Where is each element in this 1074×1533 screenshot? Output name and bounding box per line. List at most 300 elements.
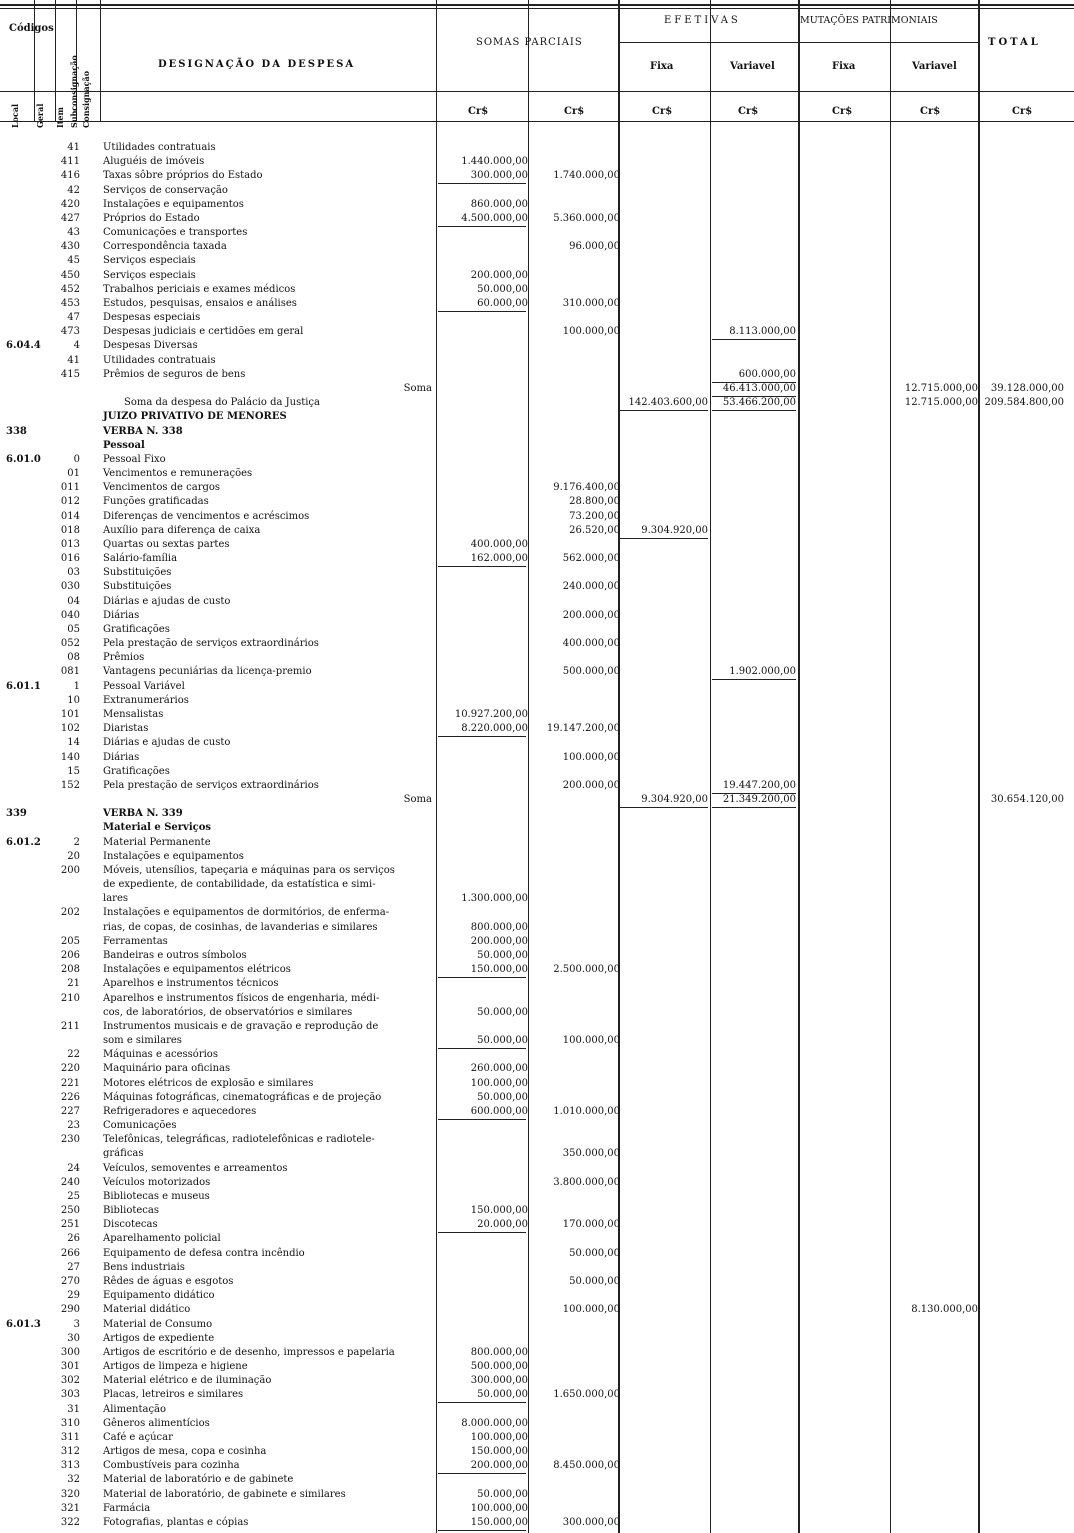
efetiva-variavel-value: 600.000,00 [738, 369, 796, 380]
expense-description: Serviços especiais [103, 255, 196, 266]
partial-sum-2: 26.520,00 [569, 525, 620, 536]
row-item-code: 23 [67, 1120, 80, 1131]
row-item-code: 2 [73, 837, 80, 848]
expense-description: Artigos de escritório e de desenho, impressos e papelaria [103, 1347, 395, 1358]
expense-description: Prêmios [103, 652, 145, 663]
row-item-code: 014 [60, 511, 80, 522]
sum-rule [438, 566, 526, 567]
row-item-code: 300 [60, 1347, 80, 1358]
sum-rule [438, 1473, 526, 1474]
partial-sum-1: 1.300.000,00 [461, 893, 528, 904]
currency-label: Cr$ [832, 106, 853, 117]
partial-sum-1: 200.000,00 [470, 936, 528, 947]
row-item-code: 210 [60, 993, 80, 1004]
header-mutacoes: MUTAÇÕES PATRIMONIAIS [800, 15, 938, 26]
header-efetivas: EFETIVAS [664, 15, 741, 26]
row-item-code: 47 [67, 312, 80, 323]
expense-description: Refrigeradores e aquecedores [103, 1106, 257, 1117]
partial-sum-1: 50.000,00 [477, 284, 528, 295]
header-somas-parciais: SOMAS PARCIAIS [476, 37, 583, 48]
header-item: Item [55, 107, 65, 128]
row-item-code: 41 [67, 142, 80, 153]
expense-description: Bens industriais [103, 1262, 185, 1273]
expense-description: Serviços de conservação [103, 185, 228, 196]
sum-rule [712, 807, 796, 808]
expense-description: Funções gratificadas [103, 496, 209, 507]
row-item-code: 230 [60, 1134, 80, 1145]
expense-description: Correspondência taxada [103, 241, 227, 252]
row-item-code: 227 [60, 1106, 80, 1117]
sum-rule [438, 1119, 526, 1120]
expense-description: Estudos, pesquisas, ensaios e análises [103, 298, 297, 309]
partial-sum-1: 50.000,00 [477, 1092, 528, 1103]
expense-description: Maquinário para oficinas [103, 1063, 231, 1074]
row-local-code: 339 [6, 808, 27, 819]
expense-description: Diárias e ajudas de custo [103, 596, 231, 607]
sum-rule [438, 1530, 526, 1531]
subtotal-label: Soma [403, 794, 432, 805]
expense-description: Aparelhos e instrumentos técnicos [103, 978, 279, 989]
row-item-code: 102 [60, 723, 80, 734]
row-item-code: 312 [60, 1446, 80, 1457]
row-item-code: 04 [67, 596, 80, 607]
expense-description: Mensalistas [103, 709, 164, 720]
total-value: 39.128.000,00 [990, 383, 1064, 394]
expense-description: Motores elétricos de explosão e similares [103, 1078, 314, 1089]
efetiva-fixa-value: 142.403.600,00 [628, 397, 708, 408]
currency-label: Cr$ [652, 106, 673, 117]
partial-sum-1: 100.000,00 [470, 1078, 528, 1089]
partial-sum-1: 800.000,00 [470, 1347, 528, 1358]
partial-sum-1: 260.000,00 [470, 1063, 528, 1074]
expense-description: Instrumentos musicais e de gravação e reprodução de [103, 1021, 379, 1032]
row-item-code: 427 [60, 213, 80, 224]
expense-description: Café e açúcar [103, 1432, 173, 1443]
expense-description: Artigos de mesa, copa e cosinha [103, 1446, 267, 1457]
expense-description: Substituições [103, 567, 172, 578]
expense-description: Material didático [103, 1304, 191, 1315]
efetiva-variavel-value: 53.466.200,00 [722, 397, 796, 408]
row-item-code: 030 [60, 581, 80, 592]
partial-sum-1: 50.000,00 [477, 950, 528, 961]
row-local-code: 6.01.3 [6, 1319, 41, 1330]
row-item-code: 303 [60, 1389, 80, 1400]
expense-description: Bibliotecas e museus [103, 1191, 210, 1202]
expense-description: Discotecas [103, 1219, 158, 1230]
expense-description: de expediente, de contabilidade, da estatística e simi- [103, 879, 376, 890]
expense-description: gráficas [103, 1148, 144, 1159]
expense-description: Vencimentos e remunerações [103, 468, 253, 479]
expense-description: VERBA N. 338 [103, 426, 183, 437]
expense-description: Diárias [103, 610, 140, 621]
expense-description: Auxílio para diferença de caixa [103, 525, 261, 536]
efetiva-variavel-value: 21.349.200,00 [722, 794, 796, 805]
row-item-code: 266 [60, 1248, 80, 1259]
row-item-code: 206 [60, 950, 80, 961]
expense-description: Aparelhamento policial [103, 1233, 221, 1244]
partial-sum-1: 800.000,00 [470, 922, 528, 933]
row-local-code: 338 [6, 426, 27, 437]
expense-description: Instalações e equipamentos [103, 851, 244, 862]
partial-sum-2: 73.200,00 [569, 511, 620, 522]
row-item-code: 240 [60, 1177, 80, 1188]
expense-description: Rêdes de águas e esgotos [103, 1276, 234, 1287]
subtotal-label: Soma da despesa do Palácio da Justiça [124, 397, 320, 408]
sum-rule [620, 410, 708, 411]
row-item-code: 41 [67, 355, 80, 366]
sum-rule [712, 339, 796, 340]
expense-description: Artigos de limpeza e higiene [103, 1361, 248, 1372]
partial-sum-1: 100.000,00 [470, 1432, 528, 1443]
row-item-code: 450 [60, 270, 80, 281]
row-item-code: 012 [60, 496, 80, 507]
row-local-code: 6.01.1 [6, 681, 41, 692]
row-item-code: 416 [60, 170, 80, 181]
sum-rule [438, 311, 526, 312]
sum-rule [438, 736, 526, 737]
sum-rule [438, 183, 526, 184]
expense-description: Despesas especiais [103, 312, 201, 323]
partial-sum-2: 300.000,00 [562, 1517, 620, 1528]
row-item-code: 25 [67, 1191, 80, 1202]
row-item-code: 452 [60, 284, 80, 295]
partial-sum-1: 20.000,00 [477, 1219, 528, 1230]
expense-description: Fotografias, plantas e cópias [103, 1517, 249, 1528]
partial-sum-1: 4.500.000,00 [461, 213, 528, 224]
partial-sum-2: 500.000,00 [562, 666, 620, 677]
partial-sum-1: 300.000,00 [470, 1375, 528, 1386]
sum-rule [620, 538, 708, 539]
row-item-code: 202 [60, 907, 80, 918]
expense-description: Gratificações [103, 766, 170, 777]
expense-description: Diferenças de vencimentos e acréscimos [103, 511, 310, 522]
expense-description: Telefônicas, telegráficas, radiotelefônicas e radiotele- [103, 1134, 375, 1145]
row-item-code: 08 [67, 652, 80, 663]
expense-description: Instalações e equipamentos elétricos [103, 964, 291, 975]
expense-description: Extranumerários [103, 695, 189, 706]
row-item-code: 0 [73, 454, 80, 465]
sum-rule [438, 1402, 526, 1403]
expense-description: Material de Consumo [103, 1319, 213, 1330]
expense-description: Máquinas fotográficas, cinematográficas e de projeção [103, 1092, 382, 1103]
partial-sum-2: 100.000,00 [562, 1035, 620, 1046]
row-item-code: 208 [60, 964, 80, 975]
partial-sum-2: 8.450.000,00 [553, 1460, 620, 1471]
partial-sum-1: 150.000,00 [470, 1517, 528, 1528]
row-item-code: 081 [60, 666, 80, 677]
expense-description: Pessoal [103, 440, 145, 451]
header-subconsignacao: Subconsignação [69, 55, 79, 128]
efetiva-fixa-value: 9.304.920,00 [641, 525, 708, 536]
partial-sum-1: 50.000,00 [477, 1035, 528, 1046]
partial-sum-2: 562.000,00 [562, 553, 620, 564]
total-value: 30.654.120,00 [990, 794, 1064, 805]
sum-rule [438, 977, 526, 978]
partial-sum-1: 300.000,00 [470, 170, 528, 181]
expense-description: Material Permanente [103, 837, 211, 848]
expense-description: Instalações e equipamentos de dormitórios, de enferma- [103, 907, 390, 918]
row-local-code: 6.01.0 [6, 454, 41, 465]
expense-description: Material de laboratório, de gabinete e similares [103, 1489, 346, 1500]
mutacao-variavel-value: 8.130.000,00 [911, 1304, 978, 1315]
row-item-code: 15 [67, 766, 80, 777]
row-item-code: 302 [60, 1375, 80, 1386]
partial-sum-2: 1.650.000,00 [553, 1389, 620, 1400]
partial-sum-2: 240.000,00 [562, 581, 620, 592]
partial-sum-2: 9.176.400,00 [553, 482, 620, 493]
partial-sum-1: 100.000,00 [470, 1503, 528, 1514]
expense-description: Diárias e ajudas de custo [103, 737, 231, 748]
partial-sum-2: 1.740.000,00 [553, 170, 620, 181]
expense-description: Combustíveis para cozinha [103, 1460, 240, 1471]
expense-description: Pela prestação de serviços extraordinários [103, 638, 319, 649]
row-item-code: 42 [67, 185, 80, 196]
row-local-code: 6.04.4 [6, 340, 41, 351]
sum-rule [438, 1048, 526, 1049]
row-item-code: 152 [60, 780, 80, 791]
currency-label: Cr$ [468, 106, 489, 117]
header-efetivas-variavel: Variavel [730, 61, 775, 72]
expense-description: Farmácia [103, 1503, 151, 1514]
row-item-code: 052 [60, 638, 80, 649]
expense-description: Quartas ou sextas partes [103, 539, 230, 550]
header-mutacoes-fixa: Fixa [832, 61, 856, 72]
expense-description: Bibliotecas [103, 1205, 159, 1216]
row-item-code: 310 [60, 1418, 80, 1429]
header-mutacoes-variavel: Variavel [912, 61, 957, 72]
partial-sum-1: 150.000,00 [470, 964, 528, 975]
efetiva-variavel-value: 19.447.200,00 [722, 780, 796, 791]
expense-description: Material de laboratório e de gabinete [103, 1474, 294, 1485]
row-item-code: 016 [60, 553, 80, 564]
partial-sum-2: 100.000,00 [562, 326, 620, 337]
partial-sum-1: 10.927.200,00 [454, 709, 528, 720]
expense-description: Vantagens pecuniárias da licença-premio [103, 666, 312, 677]
partial-sum-2: 170.000,00 [562, 1219, 620, 1230]
mutacao-variavel-value: 12.715.000,00 [904, 383, 978, 394]
partial-sum-2: 3.800.000,00 [553, 1177, 620, 1188]
sum-rule [438, 226, 526, 227]
row-item-code: 415 [60, 369, 80, 380]
efetiva-variavel-value: 46.413.000,00 [722, 383, 796, 394]
row-item-code: 321 [60, 1503, 80, 1514]
partial-sum-1: 860.000,00 [470, 199, 528, 210]
row-item-code: 140 [60, 752, 80, 763]
row-item-code: 32 [67, 1474, 80, 1485]
header-total: TOTAL [988, 37, 1041, 48]
partial-sum-1: 50.000,00 [477, 1489, 528, 1500]
expense-description: Serviços especiais [103, 270, 196, 281]
row-item-code: 430 [60, 241, 80, 252]
sum-rule [712, 679, 796, 680]
row-item-code: 311 [60, 1432, 80, 1443]
currency-label: Cr$ [920, 106, 941, 117]
expense-description: Utilidades contratuais [103, 355, 216, 366]
row-item-code: 301 [60, 1361, 80, 1372]
row-item-code: 20 [67, 851, 80, 862]
partial-sum-2: 200.000,00 [562, 780, 620, 791]
sum-rule [620, 807, 708, 808]
expense-description: Máquinas e acessórios [103, 1049, 218, 1060]
row-item-code: 013 [60, 539, 80, 550]
partial-sum-1: 400.000,00 [470, 539, 528, 550]
row-item-code: 250 [60, 1205, 80, 1216]
expense-description: Aluguéis de imóveis [103, 156, 205, 167]
partial-sum-1: 50.000,00 [477, 1389, 528, 1400]
row-item-code: 21 [67, 978, 80, 989]
partial-sum-2: 310.000,00 [562, 298, 620, 309]
row-item-code: 05 [67, 624, 80, 635]
partial-sum-2: 2.500.000,00 [553, 964, 620, 975]
expense-description: cos, de laboratórios, de observatórios e similares [103, 1007, 353, 1018]
sum-rule [712, 410, 796, 411]
partial-sum-2: 200.000,00 [562, 610, 620, 621]
row-item-code: 420 [60, 199, 80, 210]
expense-description: lares [103, 893, 128, 904]
expense-description: Veículos, semoventes e arreamentos [103, 1163, 288, 1174]
row-item-code: 26 [67, 1233, 80, 1244]
row-item-code: 29 [67, 1290, 80, 1301]
currency-label: Cr$ [738, 106, 759, 117]
row-item-code: 14 [67, 737, 80, 748]
row-item-code: 018 [60, 525, 80, 536]
partial-sum-1: 150.000,00 [470, 1205, 528, 1216]
expense-description: rias, de copas, de cosinhas, de lavanderias e similares [103, 922, 378, 933]
expense-description: Despesas Diversas [103, 340, 198, 351]
row-item-code: 270 [60, 1276, 80, 1287]
expense-description: Diaristas [103, 723, 149, 734]
header-efetivas-fixa: Fixa [650, 61, 674, 72]
row-item-code: 322 [60, 1517, 80, 1528]
header-geral: Geral [35, 103, 45, 128]
partial-sum-1: 60.000,00 [477, 298, 528, 309]
row-item-code: 1 [73, 681, 80, 692]
row-item-code: 43 [67, 227, 80, 238]
row-item-code: 040 [60, 610, 80, 621]
row-item-code: 101 [60, 709, 80, 720]
expense-description: Comunicações e transportes [103, 227, 248, 238]
partial-sum-2: 19.147.200,00 [546, 723, 620, 734]
row-item-code: 31 [67, 1404, 80, 1415]
row-item-code: 473 [60, 326, 80, 337]
row-item-code: 22 [67, 1049, 80, 1060]
row-item-code: 220 [60, 1063, 80, 1074]
expense-description: Prêmios de seguros de bens [103, 369, 246, 380]
expense-description: Gêneros alimentícios [103, 1418, 210, 1429]
row-local-code: 6.01.2 [6, 837, 41, 848]
expense-description: som e similares [103, 1035, 182, 1046]
row-item-code: 251 [60, 1219, 80, 1230]
expense-description: Vencimentos de cargos [103, 482, 221, 493]
expense-description: Salário-família [103, 553, 178, 564]
partial-sum-1: 8.220.000,00 [461, 723, 528, 734]
expense-description: Material e Serviços [103, 822, 212, 833]
row-item-code: 03 [67, 567, 80, 578]
row-item-code: 313 [60, 1460, 80, 1471]
partial-sum-2: 96.000,00 [569, 241, 620, 252]
currency-label: Cr$ [564, 106, 585, 117]
header-designacao: DESIGNAÇÃO DA DESPESA [158, 59, 356, 70]
expense-description: Pessoal Fixo [103, 454, 166, 465]
row-item-code: 3 [73, 1319, 80, 1330]
expense-description: Pela prestação de serviços extraordinários [103, 780, 319, 791]
expense-description: Equipamento didático [103, 1290, 215, 1301]
expense-description: Utilidades contratuais [103, 142, 216, 153]
partial-sum-1: 600.000,00 [470, 1106, 528, 1117]
partial-sum-1: 500.000,00 [470, 1361, 528, 1372]
partial-sum-1: 162.000,00 [470, 553, 528, 564]
expense-description: Comunicações [103, 1120, 177, 1131]
expense-description: Trabalhos periciais e exames médicos [103, 284, 296, 295]
header-local: Local [10, 103, 20, 128]
header-codigos: Códigos [9, 23, 54, 34]
partial-sum-2: 50.000,00 [569, 1248, 620, 1259]
expense-description: Próprios do Estado [103, 213, 200, 224]
row-item-code: 205 [60, 936, 80, 947]
partial-sum-2: 100.000,00 [562, 752, 620, 763]
expense-description: Substituições [103, 581, 172, 592]
partial-sum-1: 150.000,00 [470, 1446, 528, 1457]
efetiva-variavel-value: 1.902.000,00 [729, 666, 796, 677]
expense-description: Artigos de expediente [103, 1333, 215, 1344]
expense-description: Bandeiras e outros símbolos [103, 950, 247, 961]
expense-description: Instalações e equipamentos [103, 199, 244, 210]
row-item-code: 226 [60, 1092, 80, 1103]
expense-description: Pessoal Variável [103, 681, 185, 692]
expense-description: Veículos motorizados [103, 1177, 211, 1188]
partial-sum-1: 8.000.000,00 [461, 1418, 528, 1429]
row-item-code: 011 [60, 482, 80, 493]
subtotal-label: Soma [403, 383, 432, 394]
partial-sum-2: 400.000,00 [562, 638, 620, 649]
row-item-code: 221 [60, 1078, 80, 1089]
row-item-code: 411 [60, 156, 80, 167]
partial-sum-2: 50.000,00 [569, 1276, 620, 1287]
expense-description: Diárias [103, 752, 140, 763]
expense-description: Gratificações [103, 624, 170, 635]
expense-description: Móveis, utensílios, tapeçaria e máquinas para os serviços [103, 865, 395, 876]
sum-rule [438, 1232, 526, 1233]
expense-description: Equipamento de defesa contra incêndio [103, 1248, 305, 1259]
expense-description: VERBA N. 339 [103, 808, 183, 819]
expense-description: Ferramentas [103, 936, 168, 947]
row-item-code: 453 [60, 298, 80, 309]
expense-description: Taxas sôbre próprios do Estado [103, 170, 263, 181]
expense-description: Despesas judiciais e certidões em geral [103, 326, 304, 337]
row-item-code: 24 [67, 1163, 80, 1174]
row-item-code: 30 [67, 1333, 80, 1344]
row-item-code: 320 [60, 1489, 80, 1500]
efetiva-variavel-value: 8.113.000,00 [729, 326, 796, 337]
expense-description: Material elétrico e de iluminação [103, 1375, 272, 1386]
row-item-code: 27 [67, 1262, 80, 1273]
total-value: 209.584.800,00 [984, 397, 1064, 408]
row-item-code: 01 [67, 468, 80, 479]
partial-sum-1: 200.000,00 [470, 1460, 528, 1471]
expense-description: Placas, letreiros e similares [103, 1389, 244, 1400]
header-consignacao: Consignação [81, 70, 91, 128]
row-item-code: 45 [67, 255, 80, 266]
row-item-code: 211 [60, 1021, 80, 1032]
partial-sum-1: 200.000,00 [470, 270, 528, 281]
partial-sum-2: 28.800,00 [569, 496, 620, 507]
expense-description: JUIZO PRIVATIVO DE MENORES [103, 411, 287, 422]
partial-sum-2: 5.360.000,00 [553, 213, 620, 224]
mutacao-variavel-value: 12.715.000,00 [904, 397, 978, 408]
partial-sum-2: 350.000,00 [562, 1148, 620, 1159]
partial-sum-2: 100.000,00 [562, 1304, 620, 1315]
row-item-code: 290 [60, 1304, 80, 1315]
